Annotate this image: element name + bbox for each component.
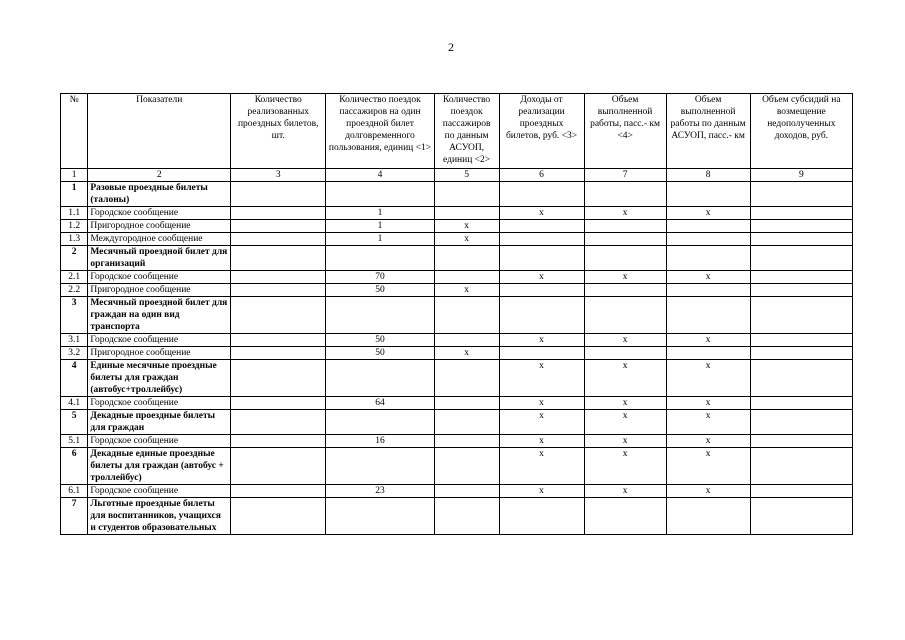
table-cell: x [584,397,666,410]
row-label: Льготные проездные билеты для воспитанников, учащихся и студентов образовательных [88,498,231,535]
table-cell [434,498,499,535]
table-cell [584,220,666,233]
column-number: 1 [61,169,88,182]
row-number: 4.1 [61,397,88,410]
section-row [61,297,853,334]
table-cell: x [499,360,584,397]
table-cell [750,448,852,485]
table-cell: x [499,271,584,284]
table-cell [499,498,584,535]
table-cell: x [584,435,666,448]
table-row [61,347,853,360]
row-number: 6 [61,448,88,485]
table-cell [666,498,750,535]
table-cell [750,334,852,347]
row-number: 1.2 [61,220,88,233]
row-number: 1 [61,182,88,207]
table-cell [584,498,666,535]
row-number: 7 [61,498,88,535]
page-number: 2 [448,40,454,54]
table-cell [231,397,326,410]
row-number: 2.1 [61,271,88,284]
row-label: Пригородное сообщение [88,284,231,297]
table-cell [750,207,852,220]
table-cell [434,271,499,284]
table-cell [231,435,326,448]
table-cell [584,233,666,246]
table-cell [231,220,326,233]
header-row [61,94,853,169]
table-row [61,271,853,284]
row-label: Городское сообщение [88,397,231,410]
table-cell [750,297,852,334]
table-cell [750,485,852,498]
row-label: Городское сообщение [88,334,231,347]
table-cell: x [666,435,750,448]
section-row [61,360,853,397]
table-cell [499,284,584,297]
row-number: 2.2 [61,284,88,297]
row-number: 2 [61,246,88,271]
table-cell: 1 [326,220,434,233]
table-cell: 23 [326,485,434,498]
row-label: Месячный проездной билет для организаций [88,246,231,271]
table-cell: 64 [326,397,434,410]
row-label: Разовые проездные билеты (талоны) [88,182,231,207]
table-cell: x [584,410,666,435]
table-row [61,220,853,233]
table-cell [750,284,852,297]
table-cell [434,448,499,485]
table-cell: 50 [326,347,434,360]
table-cell: x [499,207,584,220]
table-cell [231,485,326,498]
table-cell [231,360,326,397]
table-row [61,334,853,347]
table-row [61,233,853,246]
table-cell [750,498,852,535]
table-cell [750,347,852,360]
row-number: 1.3 [61,233,88,246]
table-cell [750,435,852,448]
table-cell: x [666,397,750,410]
row-number: 5 [61,410,88,435]
table-cell [326,246,434,271]
header-cell: Объем выполненной работы по данным АСУОП, пасс.- км [666,94,750,169]
table-cell: x [434,284,499,297]
table-row [61,284,853,297]
table-cell [499,297,584,334]
table-row [61,485,853,498]
row-label: Городское сообщение [88,485,231,498]
table-cell: x [584,360,666,397]
table-cell: x [434,233,499,246]
column-number: 5 [434,169,499,182]
header-cell: Количество реализованных проездных билетов, шт. [231,94,326,169]
table-cell [434,410,499,435]
table-cell [231,182,326,207]
table-cell: x [666,207,750,220]
table-cell [750,410,852,435]
table-cell [434,207,499,220]
row-number: 5.1 [61,435,88,448]
table-cell [326,448,434,485]
table-cell [584,284,666,297]
table-cell [750,182,852,207]
table-cell [750,271,852,284]
row-label: Декадные проездные билеты для граждан [88,410,231,435]
table-cell [750,360,852,397]
section-row [61,182,853,207]
table-cell [499,246,584,271]
table-cell [434,297,499,334]
table-cell: x [499,397,584,410]
table-cell: x [584,334,666,347]
column-number: 2 [88,169,231,182]
table-cell [326,360,434,397]
row-number: 1.1 [61,207,88,220]
table-cell: x [584,448,666,485]
section-row [61,410,853,435]
table-cell: 70 [326,271,434,284]
table-row [61,397,853,410]
table-cell [326,498,434,535]
table-cell [499,233,584,246]
table-cell [434,334,499,347]
table-cell [666,347,750,360]
table-cell: x [666,360,750,397]
table-cell [750,233,852,246]
row-number: 6.1 [61,485,88,498]
table-cell [584,297,666,334]
row-label: Месячный проездной билет для граждан на один вид транспорта [88,297,231,334]
header-cell: Объем субсидий на возмещение недополученных доходов, руб. [750,94,852,169]
table-cell: x [666,485,750,498]
table-cell: x [434,347,499,360]
column-number: 4 [326,169,434,182]
table-cell [326,297,434,334]
table-cell [434,397,499,410]
table-cell [584,182,666,207]
table-cell [231,207,326,220]
table-cell [666,220,750,233]
row-label: Городское сообщение [88,435,231,448]
table-cell [750,397,852,410]
table-cell [434,360,499,397]
table-cell [231,284,326,297]
table-cell [666,284,750,297]
table-cell: x [499,410,584,435]
column-number: 9 [750,169,852,182]
table-cell [584,246,666,271]
table-cell [231,410,326,435]
header-cell: № [61,94,88,169]
table-row [61,207,853,220]
column-number: 7 [584,169,666,182]
table-cell: 50 [326,334,434,347]
table-cell [499,182,584,207]
table-cell: x [499,334,584,347]
row-label: Декадные единые проездные билеты для граждан (автобус + троллейбус) [88,448,231,485]
header-cell: Доходы от реализации проездных билетов, руб. <3> [499,94,584,169]
table-cell [434,182,499,207]
table-cell: x [499,485,584,498]
table-body [61,182,853,535]
row-number: 3.2 [61,347,88,360]
header-cell: Количество поездок пассажиров на один проездной билет долговременного пользования, единиц <1> [326,94,434,169]
table-cell: 1 [326,233,434,246]
table-cell: x [584,271,666,284]
row-number: 3.1 [61,334,88,347]
table-cell: 1 [326,207,434,220]
table-cell: x [499,448,584,485]
table-cell: x [666,334,750,347]
row-number: 4 [61,360,88,397]
row-number: 3 [61,297,88,334]
table-cell [231,246,326,271]
section-row [61,498,853,535]
table-cell [666,246,750,271]
table-cell [750,220,852,233]
table-cell [434,485,499,498]
table-cell [434,435,499,448]
table-row [61,435,853,448]
table-cell [231,297,326,334]
table-cell [231,271,326,284]
table-cell [231,233,326,246]
row-label: Городское сообщение [88,207,231,220]
subsidy-table [60,93,853,535]
column-number: 3 [231,169,326,182]
table-cell [584,347,666,360]
table-cell [326,182,434,207]
table-cell [231,347,326,360]
table-cell [434,246,499,271]
table-cell [499,220,584,233]
table-cell: x [434,220,499,233]
header-cell: Показатели [88,94,231,169]
table-cell: x [584,485,666,498]
table-cell [666,297,750,334]
table-cell: x [666,271,750,284]
header-cell: Объем выполненной работы, пасс.- км <4> [584,94,666,169]
table-cell [666,182,750,207]
section-row [61,448,853,485]
table-cell [499,347,584,360]
table-cell: 16 [326,435,434,448]
table-cell [750,246,852,271]
section-row [61,246,853,271]
row-label: Городское сообщение [88,271,231,284]
column-number: 6 [499,169,584,182]
row-label: Междугородное сообщение [88,233,231,246]
table-cell: 50 [326,284,434,297]
row-label: Пригородное сообщение [88,347,231,360]
table-cell: x [666,410,750,435]
table-cell [231,498,326,535]
table-cell: x [499,435,584,448]
table-cell [231,448,326,485]
table-cell [326,410,434,435]
column-number-row [61,169,853,182]
table-cell [231,334,326,347]
table-cell: x [584,207,666,220]
row-label: Единые месячные проездные билеты для граждан (автобус+троллейбус) [88,360,231,397]
table-cell: x [666,448,750,485]
header-cell: Количество поездок пассажиров по данным АСУОП, единиц <2> [434,94,499,169]
column-number: 8 [666,169,750,182]
table-cell [666,233,750,246]
row-label: Пригородное сообщение [88,220,231,233]
